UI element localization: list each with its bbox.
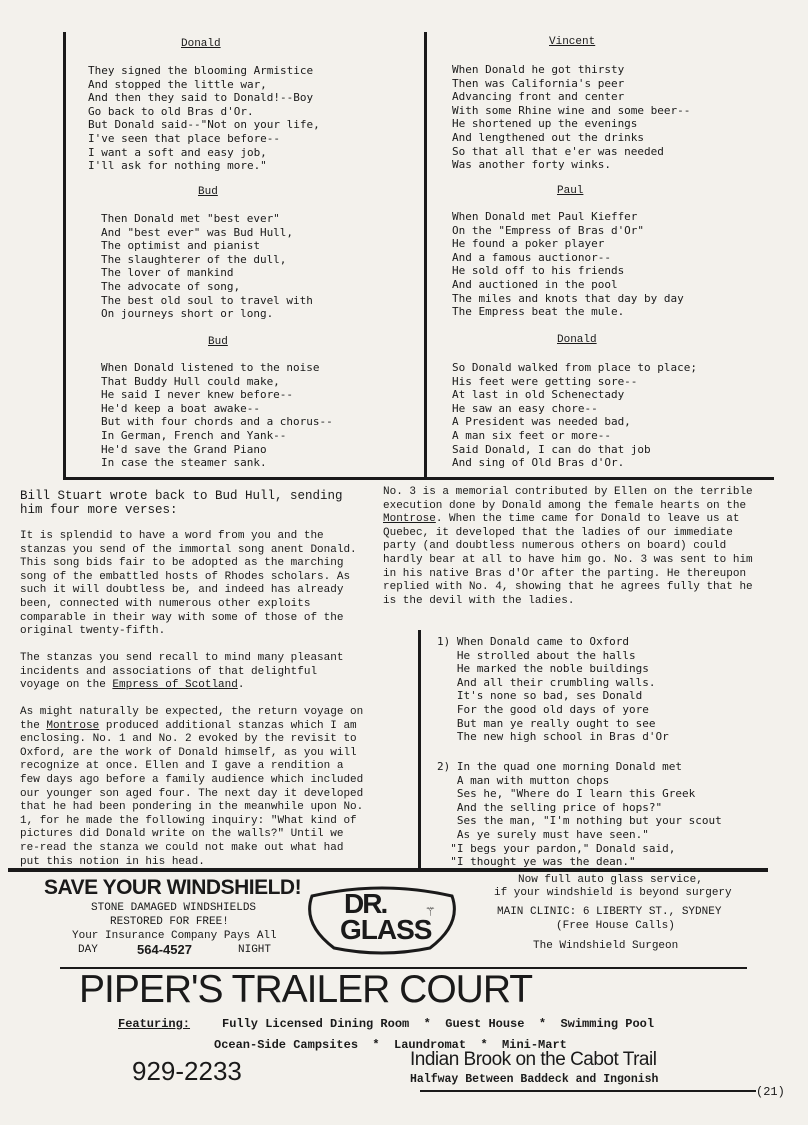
ad-glass-phone: 564-4527 [137,942,192,957]
ad-glass-right-3: MAIN CLINIC: 6 LIBERTY ST., SYDNEY [497,906,722,918]
poem-title-bud-1: Bud [198,186,218,198]
ship-name-montrose: Montrose [46,719,100,732]
poem-donald-2: So Donald walked from place to place; His feet were getting sore-- At last in old Schenectady He saw an easy chore-- A President was needed bad, A man six feet or more-- Said Donald, I can do that job And sing of Old Bras d'Or. [452,361,698,470]
article-paragraph-4-rest: . When the time came for Donald to leave us at Quebec, it developed that the ladies of our immediate party (and doubtless numerous others on board) could hardly bear at all to have him go. No. 3 was sent to him in his native Bras d'Or after the parting. He thereupon replied with No. 4, showing that he agrees fully that he is the devil with the ladies. [383,513,753,607]
poem-box-bottom-border [63,477,774,480]
verses-left-bar [418,630,421,868]
poem-box-center-divider [424,32,427,480]
article-paragraph-3 [20,706,365,869]
ship-name-montrose-2: Montrose [383,513,436,526]
article-paragraph-4 [383,486,753,608]
poem-title-bud-2: Bud [208,336,228,348]
ship-name-empress-of-scotland: Empress of Scotland [112,679,238,692]
poem-title-donald-1: Donald [181,38,221,50]
ad-glass-line-2: RESTORED FOR FREE! [110,916,229,928]
ad-glass-line-3: Your Insurance Company Pays All [72,930,277,942]
article-paragraph-3-text: As might naturally be expected, the return voyage on the [20,706,364,732]
article-paragraph-2-end: . [237,679,245,692]
poem-title-vincent: Vincent [549,36,596,48]
article-paragraph-4-text: No. 3 is a memorial contributed by Ellen on the terrible execution done by Donald among the female hearts on the [383,486,753,512]
article-paragraph-2-text: The stanzas you send recall to mind many pleasant incidents and associations of that delightful voyage on the [20,652,344,692]
ad-trailer-name: PIPER'S TRAILER COURT [79,968,533,1011]
ad-glass-right-4: (Free House Calls) [556,920,675,932]
ad-trailer-phone: 929-2233 [132,1056,242,1086]
poem-donald-1: They signed the blooming Armistice And stopped the little war, And then they said to Donald!--Boy Go back to old Bras d'Or. But Donald said--"Not on your life, I've seen that place before-- I want a soft and easy job, I'll ask for nothing more." [88,64,320,173]
ad-trailer-sub: Halfway Between Baddeck and Ingonish [410,1073,659,1086]
poem-paul: When Donald met Paul Kieffer On the "Empress of Bras d'Or" He found a poker player And a famous auctionor-- He sold off to his friends And auctioned in the pool The miles and knots that day by day The Empress beat the mule. [452,210,684,319]
article-paragraph-1: It is splendid to have a word from you and the stanzas you send of the immortal song anent Donald. This song bids fair to be adopted as the marching song of the embattled hosts of Rhodes scholars. As such it will doubtless be, and indeed has already been, connected with numerous other exploits comparable in their way with some of those of the original twenty-fifth. [20,530,357,638]
page-bottom-rule [420,1090,756,1092]
poem-bud-2: When Donald listened to the noise That Buddy Hull could make, He said I never knew before-- He'd keep a boat awake-- But with four chords and a chorus-- In German, French and Yank-- He'd save the Grand Piano In case the steamer sank. [101,361,333,470]
verse-2: 2) In the quad one morning Donald met A man with mutton chops Ses he, "Where do I learn this Greek And the selling price of hops?" Ses the man, "I'm nothing but your scout As ye surely must have seen." "I begs your pardon," Donald said, "I thought ye was the dean." [437,760,722,869]
ad-glass-top-rule [8,868,768,872]
ad-glass-night-label: NIGHT [238,944,272,956]
logo-text-glass: GLASS [340,914,432,945]
article-paragraph-3-rest: produced additional stanzas which I am enclosing. No. 1 and No. 2 evoked by the revisit to Oxford, are the work of Donald himself, as you will recognize at once. Ellen and I gave a rendition a few days ago before a family audience which included our younger son aged four. The next day it developed that he had been pondering in the meanwhile upon No. 1, for he made the following inquiry: "What kind of pictures did Donald write on the walls?" Until we re-read the stanza we could not make out what had put this notion in his head. [20,719,364,868]
ad-trailer-features-row-1: Fully Licensed Dining Room * Guest House * Swimming Pool [222,1017,655,1031]
ad-glass-right-1: Now full auto glass service, [518,874,703,886]
ad-trailer-features-row-2: Ocean-Side Campsites * Laundromat * Mini-Mart [214,1038,567,1052]
ad-glass-right-2: if your windshield is beyond surgery [494,887,732,899]
poem-bud-1: Then Donald met "best ever" And "best ever" was Bud Hull, The optimist and pianist The slaughterer of the dull, The lover of mankind The advocate of song, The best old soul to travel with On journeys short or long. [101,212,313,321]
ad-glass-headline: SAVE YOUR WINDSHIELD! [44,876,302,899]
ad-trailer-featuring: Featuring: [118,1017,191,1031]
poem-vincent: When Donald he got thirsty Then was California's peer Advancing front and center With some Rhine wine and some beer-- He shortened up the evenings And lengthened out the drinks So that all that e'er was needed Was another forty winks. [452,63,691,172]
verse-1: 1) When Donald came to Oxford He strolled about the halls He marked the noble buildings And all their crumbling walls. It's none so bad, ses Donald For the good old days of yore But man ye really ought to see The new high school in Bras d'Or [437,635,669,744]
article-paragraph-2 [20,652,358,693]
ad-glass-right-5: The Windshield Surgeon [533,940,679,952]
poem-title-paul: Paul [557,185,584,197]
poem-title-donald-2: Donald [557,334,597,346]
ad-glass-line-1: STONE DAMAGED WINDSHIELDS [91,902,257,914]
ad-glass-day-label: DAY [78,944,98,956]
logo-caduceus-icon: ⚚ [426,905,435,921]
page-number: (21) [756,1085,785,1099]
dr-glass-logo [302,884,462,956]
ad-trailer-location: Indian Brook on the Cabot Trail [410,1049,657,1070]
poem-box-left-border [63,32,66,480]
logo-text-dr: DR. [344,888,387,919]
article-heading: Bill Stuart wrote back to Bud Hull, sending him four more verses: [20,489,343,517]
